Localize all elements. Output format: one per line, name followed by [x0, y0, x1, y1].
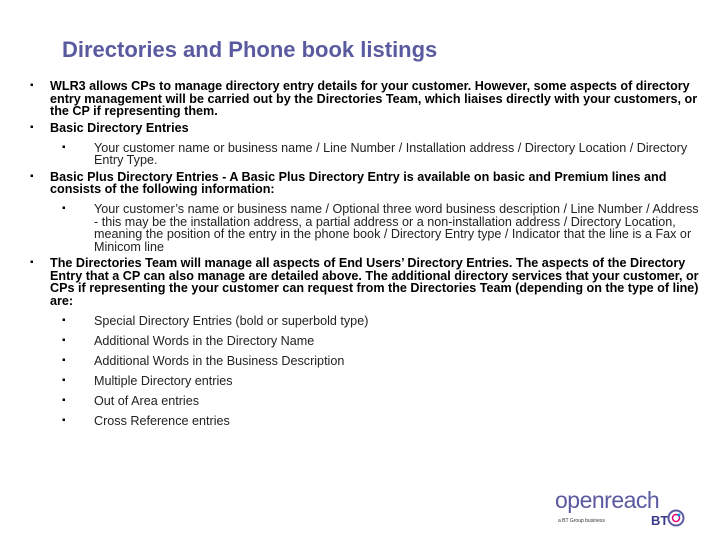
openreach-logo [555, 487, 705, 532]
sub-bullet-text: Special Directory Entries (bold or superbold type) [94, 313, 369, 328]
sub-bullet-text: Additional Words in the Directory Name [94, 333, 315, 348]
sub-bullet-item [30, 395, 706, 408]
bullet-text: Basic Directory Entries [50, 120, 189, 135]
bullet-item [30, 80, 706, 118]
sub-bullet-item [30, 142, 706, 167]
bullet-item [30, 171, 706, 196]
bullet-marker: ▪ [30, 170, 34, 182]
bullet-marker: ▪ [30, 80, 34, 91]
logo-wordmark: openreach [555, 487, 660, 513]
bullet-text: WLR3 allows CPs to manage directory entry details for your customer. However, some aspects of directory entry management will be carried out by the Directories Team, which liaises directly with your customers, or the CP if representing them. [50, 79, 698, 118]
bt-logo-text: BT [651, 513, 669, 528]
sub-bullet-item [30, 415, 706, 428]
bullet-item [30, 122, 706, 135]
sub-bullet-text: Multiple Directory entries [94, 373, 233, 388]
sub-bullet-marker: ▪ [62, 394, 66, 406]
sub-bullet-marker: ▪ [62, 414, 66, 426]
sub-bullet-marker: ▪ [62, 141, 66, 153]
sub-bullet-text: Out of Area entries [94, 393, 200, 408]
sub-bullet-text: Your customer’s name or business name / Optional three word business description / Line Number / Address - this may be the installation address, a partial address or a non-installation address / Directory Location, meaning the position of the entry in the phone book / Directory Entry type / Indicator that the line is a Fax or Minicom line [94, 202, 699, 254]
bullet-marker: ▪ [30, 257, 34, 268]
sub-bullet-marker: ▪ [62, 203, 66, 214]
bullet-list [30, 80, 706, 427]
bullet-text: The Directories Team will manage all aspects of End Users’ Directory Entries. The aspects of the Directory Entry that a CP can also manage are detailed above. The additional directory services that your customer, or CPs if representing the your customer can request from the Directories Team (depending on the type of line) are: [50, 256, 699, 308]
bt-globe-icon [667, 509, 685, 527]
sub-bullet-text: Your customer name or business name / Line Number / Installation address / Directory Location / Directory Entry Type. [94, 140, 688, 167]
sub-bullet-item [30, 335, 706, 348]
bullet-text: Basic Plus Directory Entries - A Basic Plus Directory Entry is available on basic and Premium lines and consists of the following information: [50, 169, 667, 196]
sub-bullet-item [30, 203, 706, 253]
sub-bullet-marker: ▪ [62, 374, 66, 386]
sub-bullet-marker: ▪ [62, 354, 66, 366]
sub-bullet-item [30, 355, 706, 368]
sub-bullet-item [30, 375, 706, 388]
logo-tagline: a BT Group business [558, 518, 605, 524]
slide-title: Directories and Phone book listings [62, 37, 438, 62]
sub-bullet-marker: ▪ [62, 314, 66, 326]
bullet-item [30, 257, 706, 307]
bullet-marker: ▪ [30, 121, 34, 133]
sub-bullet-text: Cross Reference entries [94, 413, 230, 428]
sub-bullet-text: Additional Words in the Business Description [94, 353, 345, 368]
sub-bullet-item [30, 315, 706, 328]
sub-bullet-marker: ▪ [62, 334, 66, 346]
